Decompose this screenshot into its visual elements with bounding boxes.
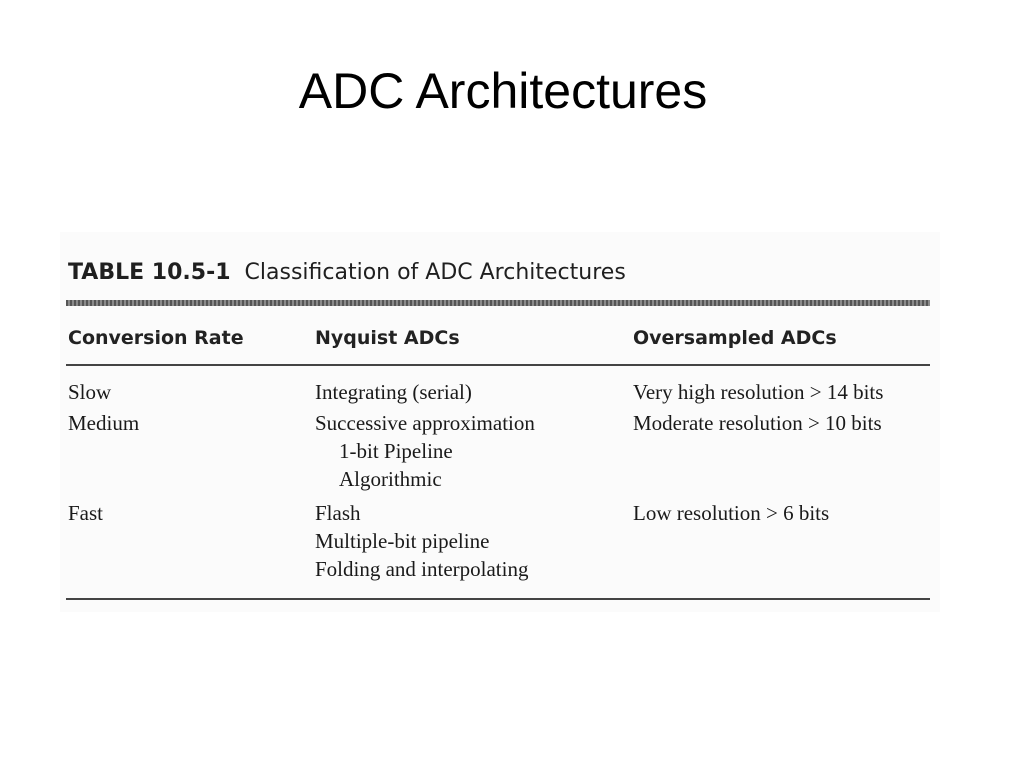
slide-title: ADC Architectures <box>298 63 708 119</box>
table-cell-rate: Slow <box>68 380 112 404</box>
table-cell-nyquist <box>315 409 535 493</box>
table-cell-rate: Fast <box>68 501 104 525</box>
column-header-conversion-rate: Conversion Rate <box>68 327 244 349</box>
table-bottom-rule <box>66 598 930 600</box>
table-cell-rate: Medium <box>68 411 140 435</box>
table-cell-nyquist <box>315 499 528 583</box>
table-cell-oversampled: Low resolution > 6 bits <box>633 501 830 525</box>
nyquist-subitem: Algorithmic <box>339 467 442 491</box>
nyquist-item: Integrating (serial) <box>315 380 472 404</box>
table-cell-oversampled: Moderate resolution > 10 bits <box>633 411 882 435</box>
header-divider-rule <box>66 364 930 366</box>
nyquist-item: Successive approximation <box>315 411 535 435</box>
nyquist-item: Multiple-bit pipeline <box>315 529 490 553</box>
nyquist-item: Flash <box>315 501 361 525</box>
table-cell-oversampled: Very high resolution > 14 bits <box>633 380 884 404</box>
table-number: TABLE 10.5-1 <box>68 260 231 285</box>
table-caption-text: Classification of ADC Architectures <box>244 260 626 285</box>
column-header-nyquist-adcs: Nyquist ADCs <box>315 327 460 349</box>
nyquist-item: Folding and interpolating <box>315 557 529 581</box>
table-caption <box>68 256 626 290</box>
nyquist-subitem: 1-bit Pipeline <box>339 439 453 463</box>
table-cell-nyquist <box>315 378 472 406</box>
column-header-oversampled-adcs: Oversampled ADCs <box>633 327 837 349</box>
table-top-rule <box>66 300 930 306</box>
